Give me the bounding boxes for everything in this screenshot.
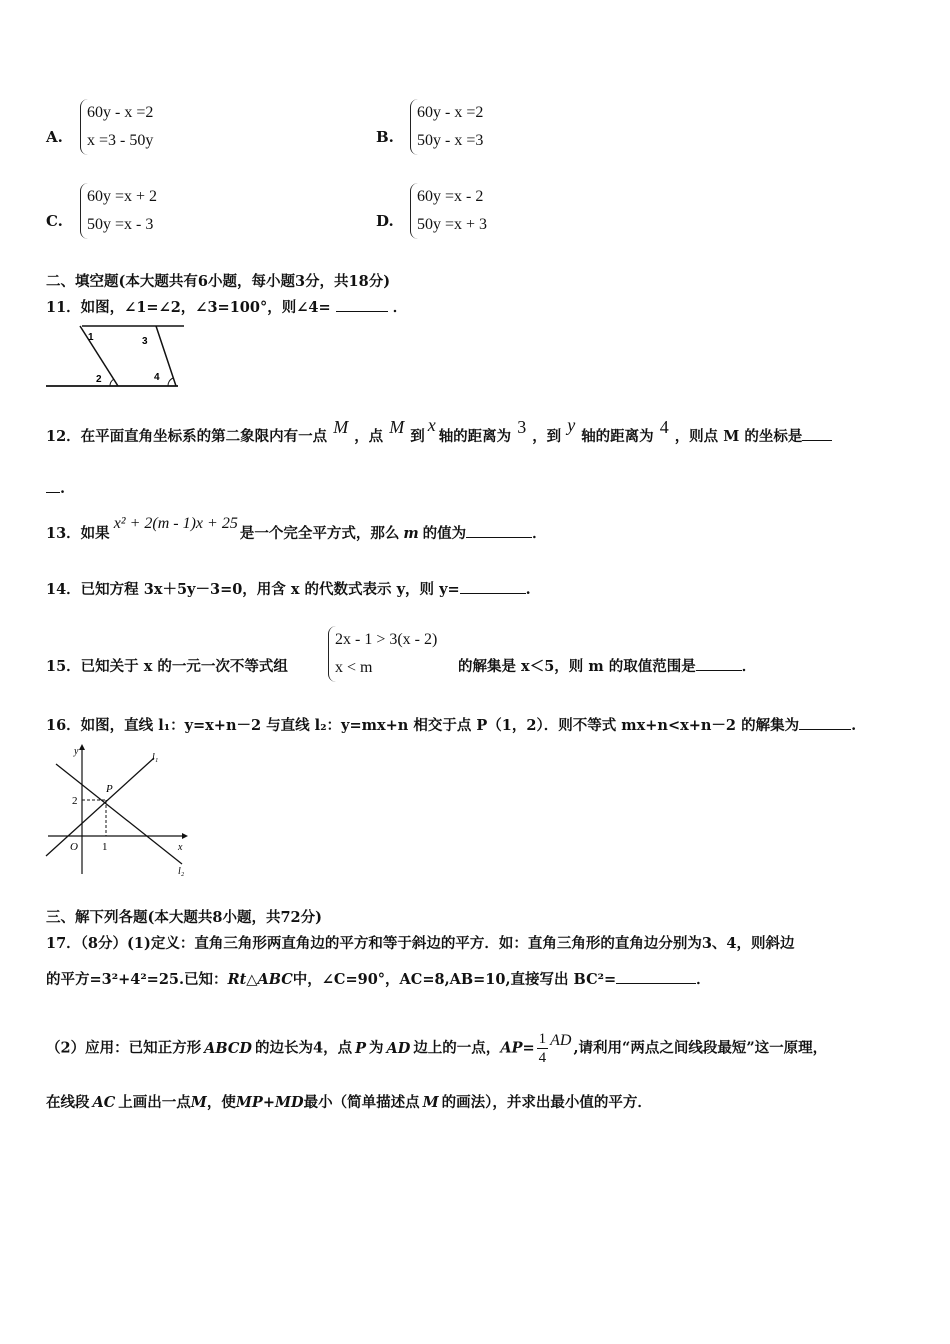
q16-label-1: 1 — [102, 841, 108, 853]
q17-line3-part1: （2）应用：已知正方形 — [46, 1039, 202, 1057]
q12-text — [46, 415, 832, 446]
option-d-eq1: 60y =x - 2 — [417, 188, 484, 205]
q13-part3: 的值为 — [422, 525, 467, 542]
q16-label-l2: l₂ — [178, 866, 185, 877]
option-a-system — [80, 99, 153, 155]
q12-part3: 到 — [410, 428, 425, 445]
q14-end: . — [525, 581, 531, 598]
q17-line4-part3: ，使 — [206, 1094, 236, 1111]
q17-line4-part1: 在线段 — [46, 1094, 90, 1111]
q17-line1: 17．（8分）(1)定义：直角三角形两直角边的平方和等于斜边的平方．如：直角三角形的直角边分别为3、4，则斜边 — [46, 935, 795, 952]
q12-distance-3: 3 — [517, 417, 527, 437]
q15-system — [328, 626, 437, 682]
q11-label-3: 3 — [142, 336, 148, 347]
q16-figure — [42, 740, 202, 880]
q11-label-1: 1 — [88, 332, 94, 343]
q17-ap: AP= — [500, 1039, 535, 1057]
q12-end: . — [60, 480, 66, 497]
option-d-system — [410, 183, 487, 239]
q17-line2-part1: 的平方=3²+4²=25.已知： — [46, 971, 228, 988]
q17-line4-part4: 最小（简单描述点 — [303, 1094, 420, 1111]
q12-part5: ，到 — [532, 428, 562, 445]
q15-blank[interactable] — [696, 656, 742, 671]
option-d-label: D. — [376, 212, 394, 230]
q17-point-m: M — [190, 1094, 207, 1111]
q16-x-arrow — [182, 833, 188, 839]
q16-end: . — [851, 717, 857, 734]
option-b-system — [410, 99, 483, 155]
q11-blank[interactable] — [336, 297, 388, 312]
q16-label-o: O — [70, 841, 78, 853]
option-b-eq1: 60y - x =2 — [417, 104, 484, 121]
q13-var-m: m — [403, 525, 419, 542]
q16-line-l1 — [46, 758, 154, 856]
q12-part4: 轴的距离为 — [438, 428, 512, 445]
q17-triangle: Rt△ABC — [227, 971, 293, 988]
option-d-eq2: 50y =x + 3 — [417, 216, 488, 233]
section3-title: 三、解下列各题(本大题共8小题，共72分) — [46, 909, 322, 926]
q11-end: ． — [392, 299, 408, 316]
q17-point-p: P — [355, 1039, 366, 1057]
q11-angle4-arc — [168, 378, 173, 386]
q17-mp-md: MP+MD — [235, 1094, 304, 1111]
q16-y-arrow — [79, 744, 85, 750]
q12-distance-4: 4 — [659, 417, 669, 437]
q15-part2: 的解集是 x＜5，则 m 的取值范围是 — [458, 658, 696, 675]
q16-stem: 16．如图，直线 l₁：y=x+n－2 与直线 l₂：y=mx+n 相交于点 P（1，2）．则不等式 mx+n<x+n－2 的解集为 — [46, 717, 800, 734]
q12-blank[interactable] — [802, 426, 832, 441]
q16-text — [46, 714, 856, 735]
q12-axis-y: y — [567, 415, 576, 435]
q12-part1: 12．在平面直角坐标系的第二象限内有一点 — [46, 428, 328, 445]
q15-stem: 15．已知关于 x 的一元一次不等式组 — [46, 658, 288, 675]
q17-segment-ac: AC — [92, 1094, 116, 1111]
q17-point-m-2: M — [422, 1094, 439, 1111]
q16-label-l1: l₁ — [152, 752, 159, 763]
q13-end: ． — [532, 525, 547, 542]
q12-part7: ，则点 M 的坐标是 — [674, 428, 803, 445]
q16-label-x: x — [178, 842, 183, 853]
q17-line2 — [46, 968, 711, 989]
q13-blank[interactable] — [466, 523, 532, 538]
q12-blank-cont[interactable] — [46, 478, 60, 493]
q15-end: ． — [741, 658, 757, 675]
q17-line4-part5: 的画法），并求出最小值的平方． — [441, 1094, 652, 1111]
option-c-system — [80, 183, 157, 239]
q13-part2: 是一个完全平方式，那么 — [239, 525, 400, 542]
q12-part6: 轴的距离为 — [581, 428, 654, 445]
q11-label-2: 2 — [96, 374, 102, 385]
q12-point-m: M — [333, 417, 349, 437]
q17-line3-part2: 的边长为4，点 — [254, 1039, 353, 1057]
q11-figure — [44, 322, 184, 392]
q14-blank[interactable] — [460, 579, 526, 594]
q16-label-y: y — [74, 746, 79, 757]
q12-axis-x: x — [427, 415, 436, 435]
q17-fraction — [537, 1030, 549, 1067]
option-c-eq1: 60y =x + 2 — [87, 188, 158, 205]
option-a-label: A. — [46, 128, 63, 146]
q17-frac-num: 1 — [538, 1031, 547, 1047]
q13-expression: x² + 2(m - 1)x + 25 — [113, 515, 238, 532]
q13-part1: 13．如果 — [46, 525, 110, 542]
q15-text-right — [458, 655, 756, 676]
q13-text — [46, 515, 547, 543]
q15-ineq1: 2x - 1 > 3(x - 2) — [335, 631, 438, 648]
q12-part2: ，点 — [354, 428, 384, 445]
q17-square-abcd: ABCD — [204, 1039, 252, 1057]
q17-blank[interactable] — [616, 969, 696, 984]
q14-text — [46, 578, 531, 599]
q17-line3-part3: 为 — [368, 1039, 384, 1057]
option-a-eq2: x =3 - 50y — [87, 132, 154, 149]
q17-line3 — [46, 1030, 827, 1067]
q11-label-4: 4 — [154, 372, 160, 383]
q14-stem: 14．已知方程 3x＋5y－3=0，用含 x 的代数式表示 y，则 y= — [46, 581, 460, 598]
q17-line4-part2: 上画出一点 — [118, 1094, 191, 1111]
q16-blank[interactable] — [799, 715, 851, 730]
q17-line4 — [46, 1091, 652, 1112]
q11-stem: 11．如图，∠1=∠2，∠3=100°，则∠4= — [46, 299, 331, 316]
q17-line3-part4: 边上的一点， — [413, 1039, 501, 1057]
q12-text-cont — [46, 478, 65, 497]
section2-title: 二、填空题(本大题共有6小题，每小题3分，共18分) — [46, 273, 391, 290]
q11-text — [46, 296, 407, 317]
q12-point-m-2: M — [389, 417, 405, 437]
option-b-label: B. — [376, 128, 394, 146]
q17-line2-end: ． — [696, 971, 711, 988]
q15-ineq2: x < m — [335, 659, 373, 676]
q17-frac-den: 4 — [538, 1050, 547, 1066]
option-c-eq2: 50y =x - 3 — [87, 216, 154, 233]
q16-label-p: P — [106, 783, 113, 795]
option-c-label: C. — [46, 212, 63, 230]
q16-label-2: 2 — [72, 795, 78, 807]
q17-line2-part2: 中，∠C=90°，AC=8,AB=10,直接写出 BC²= — [292, 971, 617, 988]
option-a-eq1: 60y - x =2 — [87, 104, 154, 121]
option-b-eq2: 50y - x =3 — [417, 132, 484, 149]
q17-line3-part5: ,请利用“两点之间线段最短”这一原理， — [573, 1039, 828, 1057]
q17-frac-ad: AD — [550, 1031, 572, 1049]
q17-side-ad: AD — [386, 1039, 411, 1057]
